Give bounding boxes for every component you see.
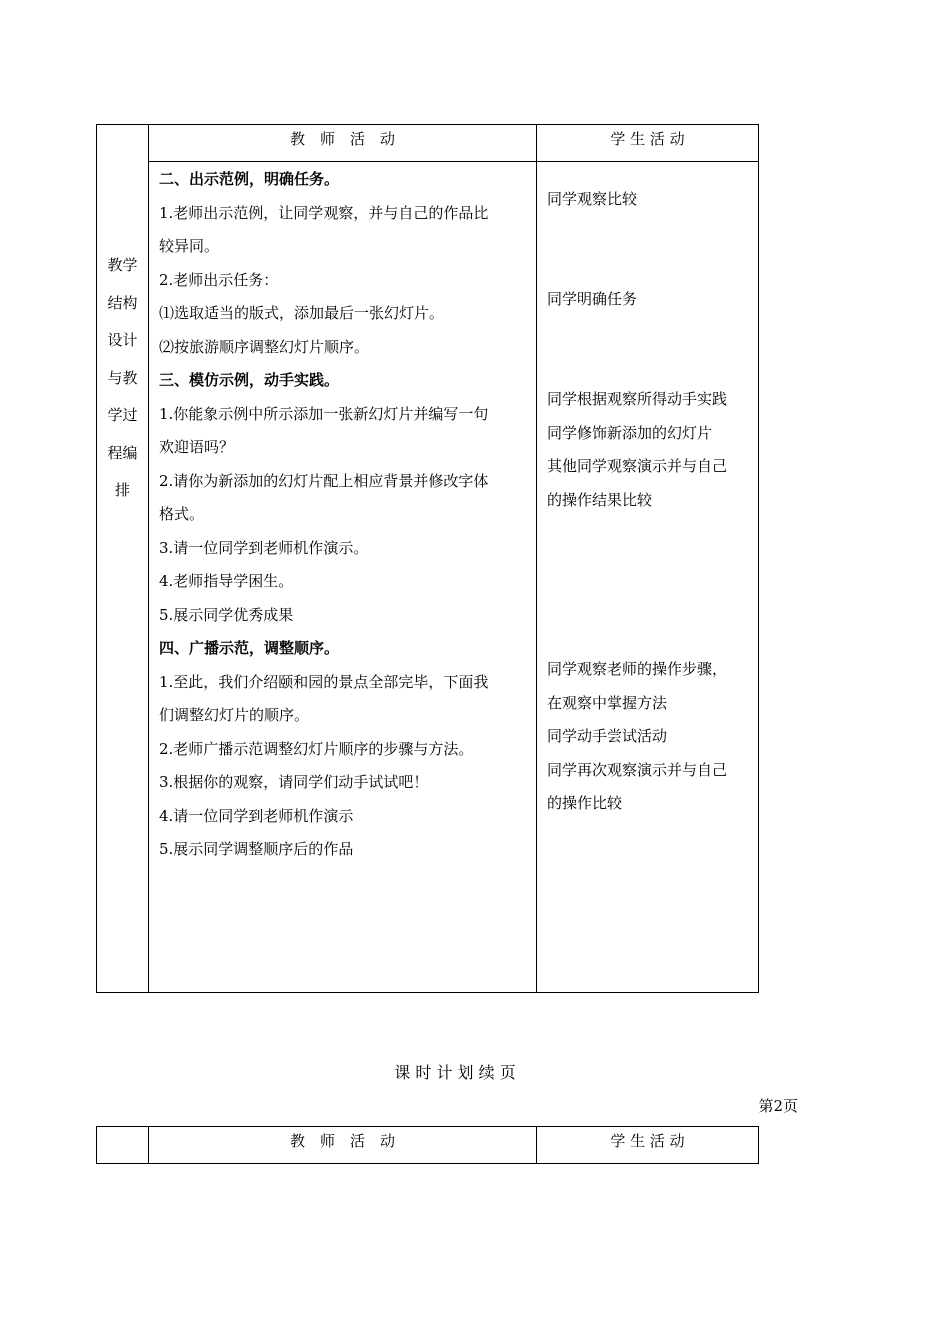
activity-line: 3.根据你的观察，请同学们动手试试吧！ xyxy=(159,773,429,791)
activity-line: 1.老师出示范例，让同学观察，并与自己的作品比 xyxy=(159,203,489,222)
column-divider xyxy=(536,125,537,992)
student-line: 同学观察比较 xyxy=(547,190,638,208)
student-activity-group xyxy=(547,385,757,519)
student-line: 同学动手尝试活动 xyxy=(547,727,668,745)
activity-line: 1.你能象示例中所示添加一张新幻灯片并编写一句 xyxy=(159,404,489,423)
section-heading: 二、出示范例，明确任务。 xyxy=(159,170,340,188)
activity-line: ⑵按旅游顺序调整幻灯片顺序。 xyxy=(159,337,370,356)
activity-line: 2.请你为新添加的幻灯片配上相应背景并修改字体 xyxy=(159,471,489,490)
side-label-line: 教学 xyxy=(107,256,138,274)
activity-line: 较异同。 xyxy=(159,237,220,255)
student-activity-group xyxy=(547,655,757,823)
student-line: 在观察中掌握方法 xyxy=(547,693,668,712)
student-line: 其他同学观察演示并与自己 xyxy=(547,457,728,475)
activity-line: ⑴选取适当的版式，添加最后一张幻灯片。 xyxy=(159,304,445,322)
activity-line: 2.老师广播示范调整幻灯片顺序的步骤与方法。 xyxy=(159,739,474,758)
activity-line: 2.老师出示任务： xyxy=(159,270,279,289)
student-line: 同学明确任务 xyxy=(547,290,638,308)
activity-line: 们调整幻灯片的顺序。 xyxy=(159,706,310,724)
activity-line: 1.至此，我们介绍颐和园的景点全部完毕，下面我 xyxy=(159,672,489,691)
lesson-plan-table xyxy=(96,124,759,993)
teacher-activity-content xyxy=(159,165,531,869)
student-line: 的操作比较 xyxy=(547,794,623,812)
activity-line: 4.请一位同学到老师机作演示 xyxy=(159,806,354,825)
section-side-label xyxy=(97,247,148,510)
side-label-line: 程编 xyxy=(107,443,138,462)
activity-line: 欢迎语吗？ xyxy=(159,438,235,456)
student-activity-group xyxy=(547,285,757,319)
student-line: 的操作结果比较 xyxy=(547,490,653,509)
activity-line: 5.展示同学调整顺序后的作品 xyxy=(159,840,354,858)
student-line: 同学根据观察所得动手实践 xyxy=(547,390,728,408)
side-label-line: 设计 xyxy=(107,331,138,349)
side-label-line: 与教 xyxy=(107,368,138,387)
section-heading: 四、广播示范，调整顺序。 xyxy=(159,639,340,657)
side-label-line: 排 xyxy=(114,481,130,499)
student-line: 同学修饰新添加的幻灯片 xyxy=(547,423,713,442)
activity-line: 3.请一位同学到老师机作演示。 xyxy=(159,538,369,557)
page-title: 课 时 计 划 续 页 xyxy=(394,1063,516,1082)
section-heading: 三、模仿示例，动手实践。 xyxy=(159,371,340,389)
student-activity-header: 学 生 活 动 xyxy=(610,1132,685,1150)
teacher-activity-header: 教 师 活 动 xyxy=(289,1132,395,1150)
activity-line: 4.老师指导学困生。 xyxy=(159,572,294,590)
activity-line: 5.展示同学优秀成果 xyxy=(159,605,294,624)
student-activity-group xyxy=(547,185,757,219)
page-number: 第2页 xyxy=(758,1097,798,1115)
header-divider xyxy=(148,161,758,162)
side-label-line: 结构 xyxy=(107,293,138,312)
teacher-activity-header: 教 师 活 动 xyxy=(289,130,395,148)
activity-line: 格式。 xyxy=(159,505,205,523)
student-line: 同学再次观察演示并与自己 xyxy=(547,760,728,779)
student-activity-header: 学 生 活 动 xyxy=(610,130,685,148)
side-label-line: 学过 xyxy=(107,406,138,424)
student-line: 同学观察老师的操作步骤， xyxy=(547,660,728,678)
continuation-table xyxy=(96,1126,759,1164)
column-divider xyxy=(148,125,149,992)
